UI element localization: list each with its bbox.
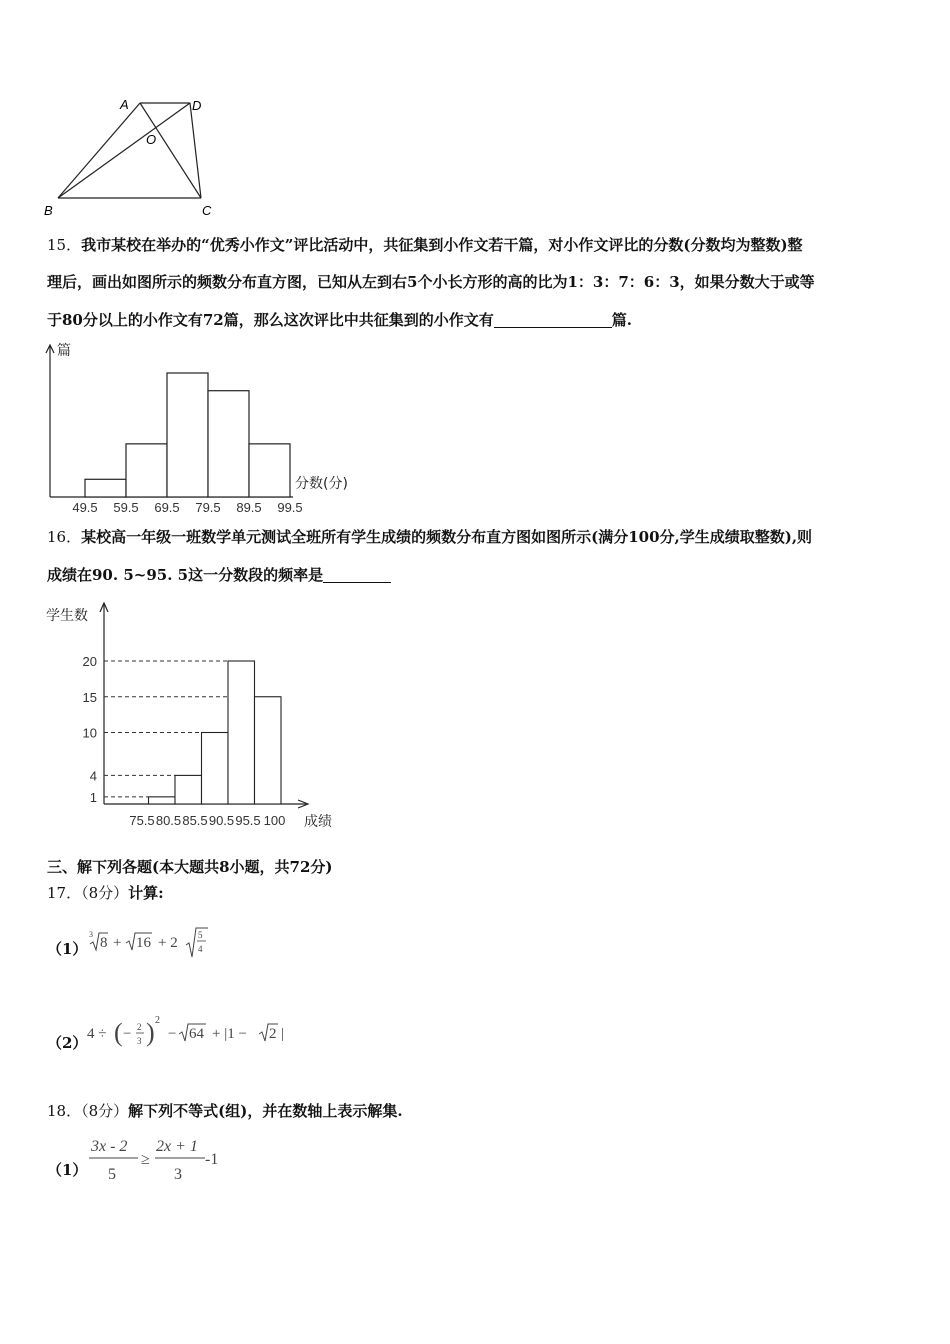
hist1-bar xyxy=(208,391,249,497)
hist1-xlabel: 分数(分) xyxy=(295,476,348,492)
q15-line2: 理后，画出如图所示的频数分布直方图，已知从左到右5个小长方形的高的比为1：3：7：6：3，如果分数大于或等 xyxy=(47,273,815,291)
q15-line3 xyxy=(47,313,632,328)
q16-answer-blank[interactable] xyxy=(323,568,391,583)
q17-number: 17． xyxy=(47,884,82,902)
exponent: 2 xyxy=(155,1015,160,1026)
label-B: B xyxy=(44,203,53,218)
q15-answer-blank[interactable] xyxy=(494,313,612,328)
div-term: 4 ÷ xyxy=(87,1026,107,1042)
label-A: A xyxy=(120,97,129,112)
op-plus-2: + 2 xyxy=(158,935,178,951)
q18-label: 解下列不等式(组)，并在数轴上表示解集. xyxy=(128,1102,403,1120)
label-C: C xyxy=(202,203,212,218)
frac2-denominator: 3 xyxy=(174,1166,182,1183)
hist2-x-tick-label: 85.5 xyxy=(182,813,208,828)
cbrt-arg: 8 xyxy=(100,935,108,951)
hist1-x-tick-label: 99.5 xyxy=(277,500,303,515)
q16-number: 16． xyxy=(47,528,82,546)
q17-part2-expression xyxy=(86,1014,306,1054)
frac1-denominator: 5 xyxy=(108,1166,116,1183)
frac-numerator: 5 xyxy=(198,930,203,940)
abs-close: | xyxy=(281,1026,285,1042)
histogram-scores xyxy=(40,598,360,838)
hist1-bar xyxy=(85,479,126,497)
sqrt16-arg: 16 xyxy=(136,935,151,951)
q18-header xyxy=(47,1104,403,1119)
q16-line2 xyxy=(47,568,391,583)
q17-header xyxy=(47,886,164,901)
right-paren: ) xyxy=(146,1018,155,1047)
histogram-essays xyxy=(35,340,375,520)
hist1-bar xyxy=(167,373,208,497)
hist1-x-tick-label: 89.5 xyxy=(236,500,262,515)
hist1-x-tick-label: 69.5 xyxy=(154,500,180,515)
q15-number: 15． xyxy=(47,236,82,254)
q17-part1-svg xyxy=(86,925,226,961)
frac2-numerator: 2x + 1 xyxy=(156,1138,198,1155)
q17-points: （8分） xyxy=(81,884,129,902)
hist2-bar xyxy=(228,661,255,804)
hist2-y-tick-label: 20 xyxy=(82,654,97,669)
segment-AB xyxy=(58,103,140,198)
q16-line1 xyxy=(47,530,812,545)
minus-sign: − xyxy=(123,1026,132,1042)
hist2-ylabel: 学生数 xyxy=(46,608,88,624)
left-paren: ( xyxy=(114,1018,123,1047)
abs-open: + |1 − xyxy=(212,1026,247,1042)
hist1-ylabel: 篇 xyxy=(57,343,71,359)
hist2-x-tick-label: 80.5 xyxy=(155,813,182,828)
hist2-y-tick-label: 4 xyxy=(89,768,97,784)
hist2-x-tick-label: 95.5 xyxy=(235,813,261,828)
q15-text-line3-end: 篇. xyxy=(611,311,632,329)
q18-part1-label: （1） xyxy=(47,1161,88,1179)
hist2-x-tick-label: 100 xyxy=(263,813,286,828)
hist1-x-tick-label: 59.5 xyxy=(113,500,139,515)
tail-term: -1 xyxy=(205,1151,219,1168)
frac-denominator: 4 xyxy=(198,944,203,954)
label-D: D xyxy=(192,98,202,113)
hist2-y-tick-label: 1 xyxy=(89,789,97,805)
op-plus-1: + xyxy=(113,935,122,951)
q17-part1-label: （1） xyxy=(47,940,88,958)
hist2-y-tick-label: 15 xyxy=(82,689,97,705)
section3-title: 三、解下列各题(本大题共8小题，共72分) xyxy=(47,858,333,876)
sqrt2-arg: 2 xyxy=(269,1026,277,1042)
hist2-bar xyxy=(202,733,229,805)
q15-text-line3: 于80分以上的小作文有72篇，那么这次评比中共征集到的小作文有 xyxy=(47,311,494,329)
frac-denominator: 3 xyxy=(137,1036,142,1046)
histogram-essays-svg xyxy=(35,340,375,520)
hist2-bar xyxy=(149,797,176,804)
q18-part1-svg xyxy=(86,1133,236,1187)
frac1-numerator: 3x - 2 xyxy=(91,1138,128,1155)
q17-part1-expression xyxy=(86,925,226,961)
q17-part2-svg xyxy=(86,1014,306,1054)
q16-text-line1: 某校高一年级一班数学单元测试全班所有学生成绩的频数分布直方图如图所示(满分100分,学生成绩取整数),则 xyxy=(81,528,813,546)
q16-text-line2: 成绩在90. 5~95. 5这一分数段的频率是 xyxy=(47,566,324,584)
q15-line1 xyxy=(47,238,803,253)
quadrilateral-figure xyxy=(40,92,220,220)
hist1-bar xyxy=(249,444,290,497)
q17-part2-label: （2） xyxy=(47,1034,88,1052)
hist2-xlabel: 成绩 xyxy=(304,814,332,830)
q18-points: （8分） xyxy=(81,1102,129,1120)
hist2-x-tick-label: 75.5 xyxy=(129,813,155,828)
q18-number: 18． xyxy=(47,1102,82,1120)
hist1-x-tick-label: 79.5 xyxy=(195,500,221,515)
q17-label: 计算: xyxy=(128,884,164,902)
hist2-bar xyxy=(175,775,202,804)
relation-geq: ≥ xyxy=(141,1151,150,1168)
hist2-bar xyxy=(255,697,282,804)
q15-text-line1: 我市某校在举办的“优秀小作文”评比活动中，共征集到小作文若干篇，对小作文评比的分数(分数均为整数)整 xyxy=(81,236,803,254)
op-minus: − xyxy=(168,1026,177,1042)
frac-numerator: 2 xyxy=(137,1022,142,1032)
label-O: O xyxy=(146,132,157,147)
hist2-y-tick-label: 10 xyxy=(82,725,97,741)
sqrt-frac-radical xyxy=(186,928,208,957)
cbrt-index: 3 xyxy=(89,930,93,939)
hist2-x-tick-label: 90.5 xyxy=(208,813,235,828)
sqrt64-arg: 64 xyxy=(189,1026,204,1042)
q18-part1-expression xyxy=(86,1133,236,1187)
hist1-x-tick-label: 49.5 xyxy=(72,500,98,515)
hist1-bar xyxy=(126,444,167,497)
histogram-scores-svg xyxy=(40,598,360,838)
quadrilateral-svg xyxy=(40,92,220,220)
